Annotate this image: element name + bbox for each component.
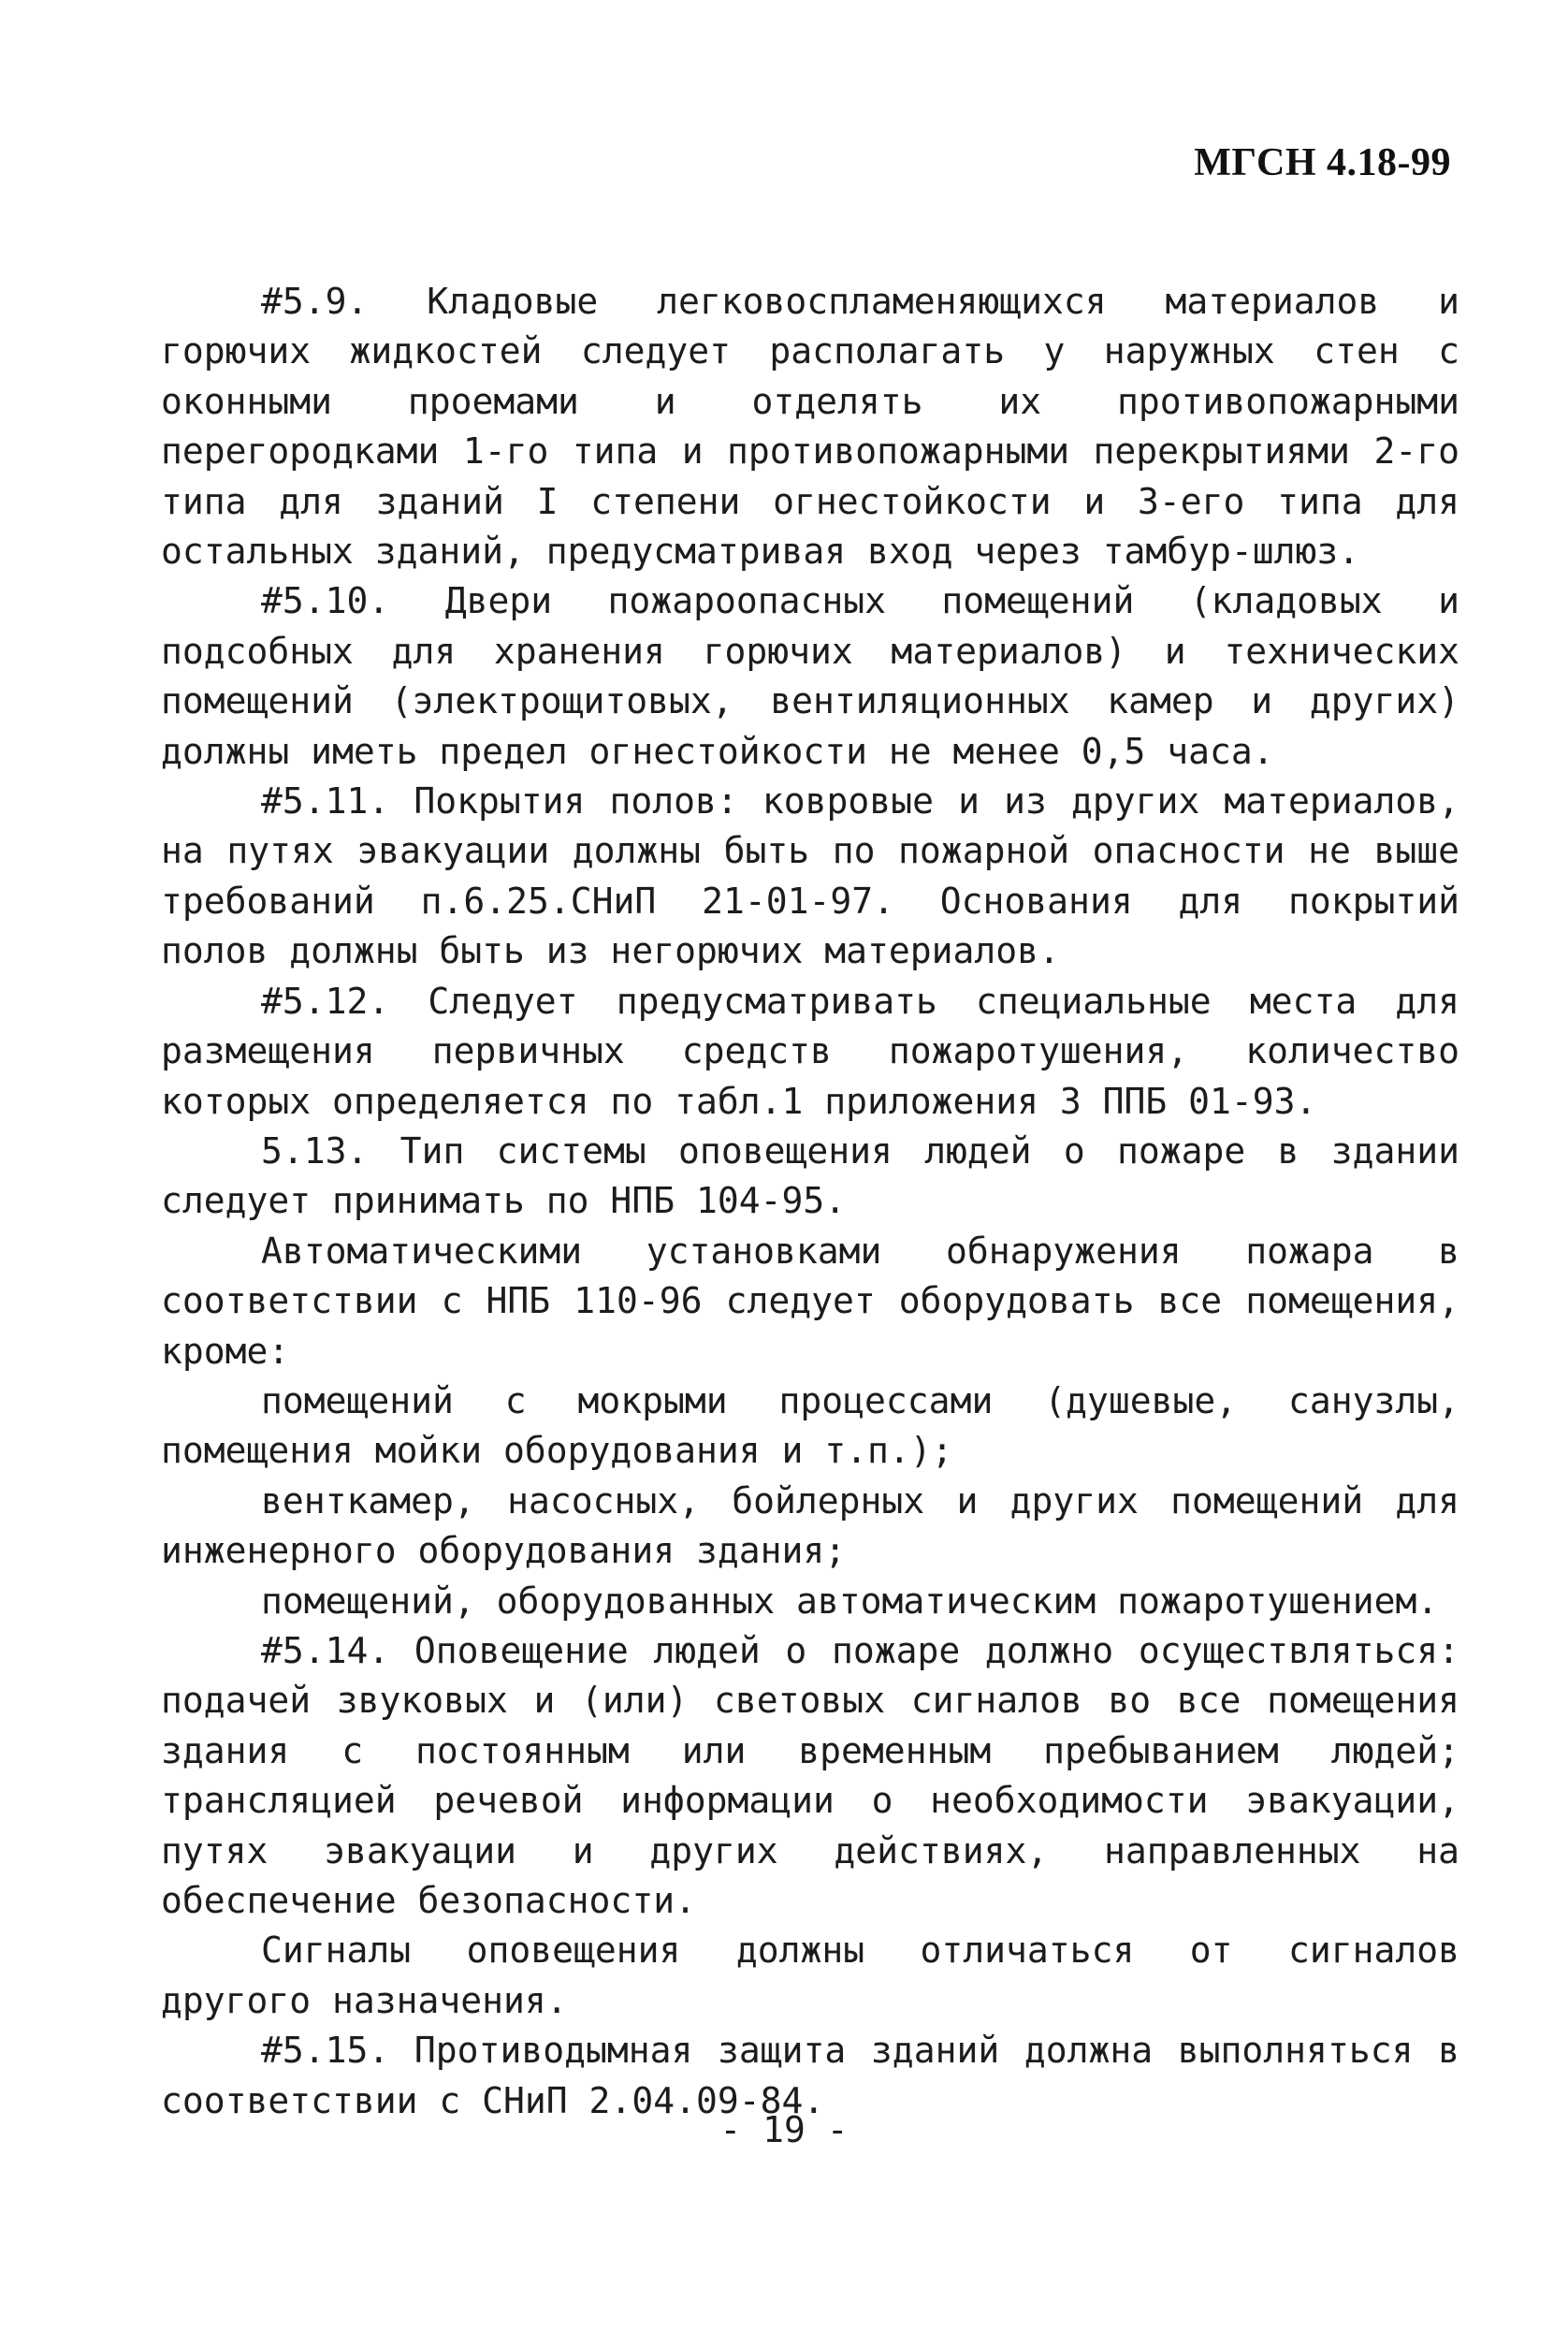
paragraph-5-14: #5.14. Оповещение людей о пожаре должно осуществляться: подачей звуковых и (или) световых сигналов во все помещения здания с постоянным или временным пребыванием людей; трансляцией речевой информации о необходимости эвакуации, путях эвакуации и других действиях, направленных на обеспечение безопасности. bbox=[161, 1629, 1459, 1921]
paragraph-5-15: #5.15. Противодымная защита зданий должна выполняться в соответствии с СНиП 2.04.09-84. bbox=[161, 2030, 1459, 2121]
paragraph-exception-auto-extinguishing: помещений, оборудованных автоматическим пожаротушением. bbox=[261, 1580, 1439, 1622]
paragraph-signals: Сигналы оповещения должны отличаться от сигналов другого назначения. bbox=[161, 1930, 1459, 2021]
paragraph-5-10: #5.10. Двери пожароопасных помещений (кладовых и подсобных для хранения горючих материалов) и технических помещений (электрощитовых, вентиляционных камер и других) должны иметь предел огнестойкости не менее 0,5 часа. bbox=[161, 580, 1459, 772]
paragraph-5-12: #5.12. Следует предусматривать специальные места для размещения первичных средств пожаротушения, количество которых определяется по табл.1 приложения 3 ППБ 01-93. bbox=[161, 980, 1459, 1122]
paragraph-detection-intro: Автоматическими установками обнаружения пожара в соответствии с НПБ 110-96 следует оборудовать все помещения, кроме: bbox=[161, 1230, 1459, 1372]
document-code: МГСН 4.18-99 bbox=[1194, 141, 1451, 184]
paragraph-5-11: #5.11. Покрытия полов: ковровые и из других материалов, на путях эвакуации должны быть по пожарной опасности не выше требований п.6.25.СНиП 21-01-97. Основания для покрытий полов должны быть из негорючих материалов. bbox=[161, 780, 1459, 972]
paragraph-5-13: 5.13. Тип системы оповещения людей о пожаре в здании следует принимать по НПБ 104-95. bbox=[161, 1129, 1459, 1222]
paragraph-exception-engineering-rooms: венткамер, насосных, бойлерных и других помещений для инженерного оборудования здания; bbox=[161, 1479, 1459, 1572]
paragraph-5-9: #5.9. Кладовые легковоспламеняющихся материалов и горючих жидкостей следует располагать у наружных стен с оконными проемами и отделять их противопожарными перегородками 1-го типа и противопожарными перекрытиями 2-го типа для зданий I степени огнестойкости и 3-его типа для остальных зданий, предусматривая вход через тамбур-шлюз. bbox=[161, 281, 1459, 573]
paragraph-exception-wet-rooms: помещений с мокрыми процессами (душевые, санузлы, помещения мойки оборудования и т.п.); bbox=[161, 1379, 1459, 1472]
page-number: - 19 - bbox=[719, 2109, 849, 2150]
document-body bbox=[161, 277, 1459, 2126]
